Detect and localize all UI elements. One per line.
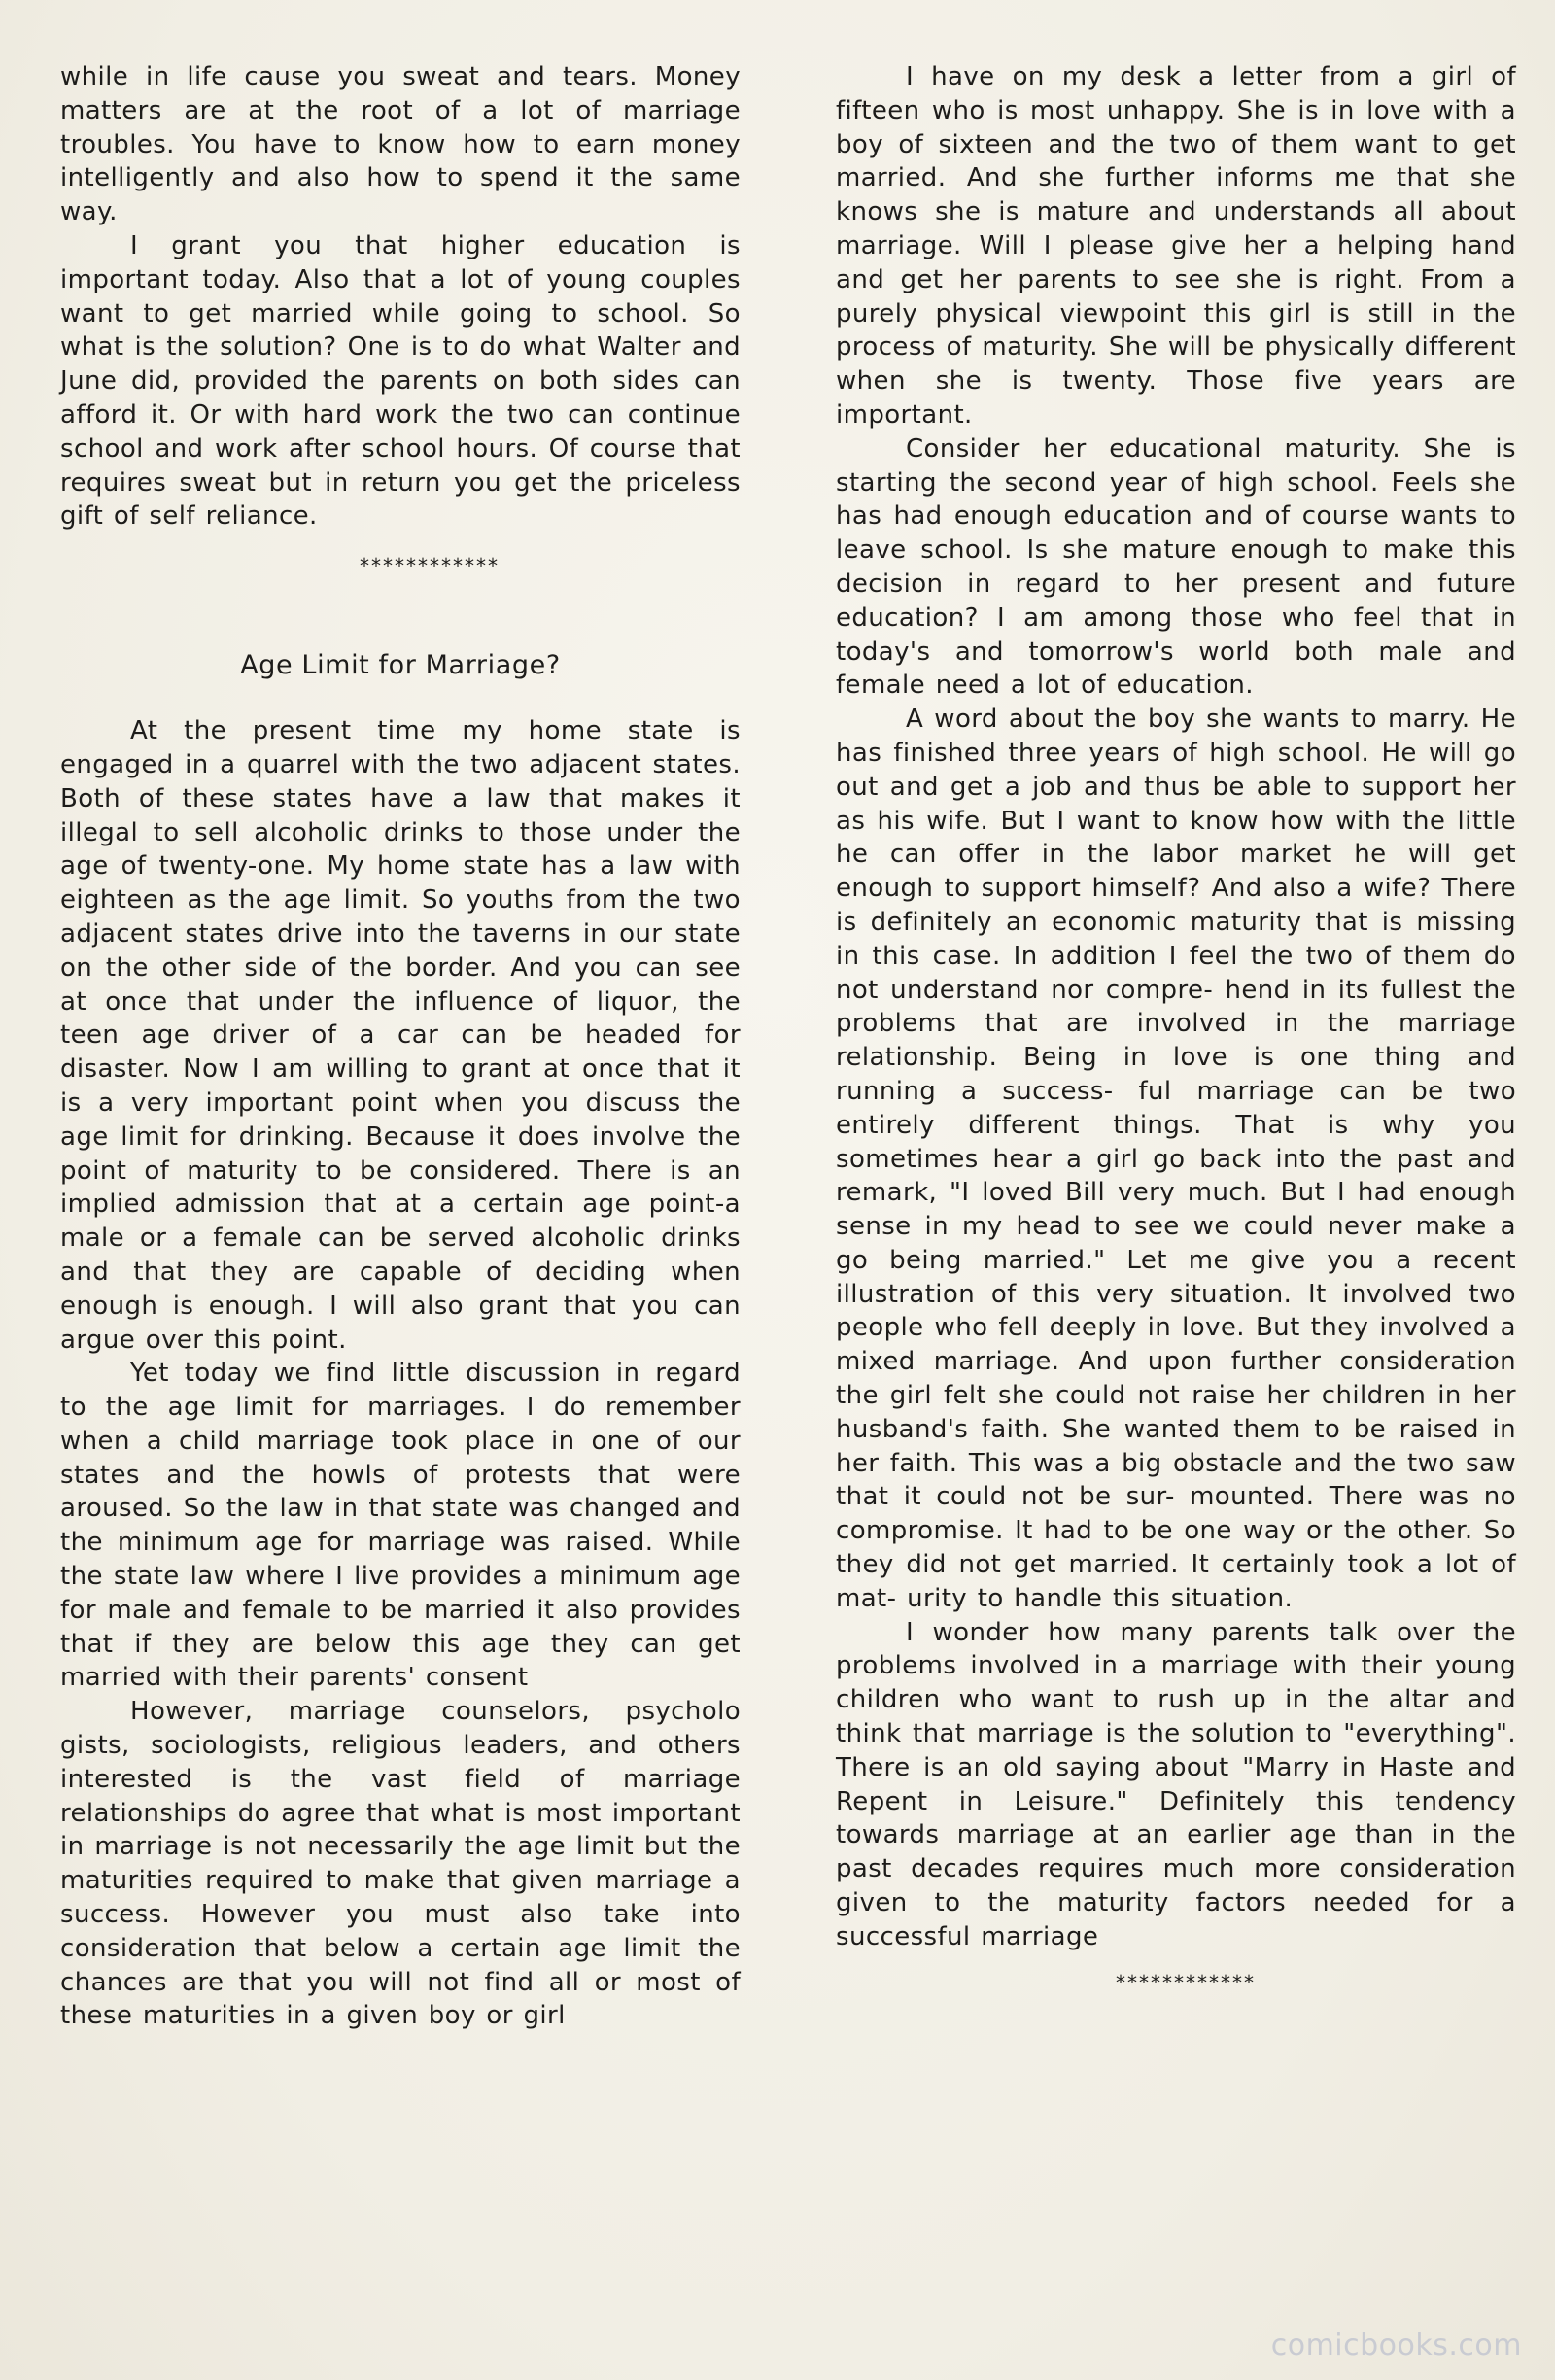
section-divider: ************ [360,554,500,578]
paragraph: However, marriage counselors, psycholo gists, sociologists, religious leaders, and others interested is the vast field of marriage relationships do agree that what is most important in marriage is not necessarily the age limit but the maturities required to make that given marriage a success. However you must also take into consideration that below a certain age limit the chances are that you will not find all or most of these maturities in a given boy or girl [60,1697,741,2031]
right-column [836,60,1516,1997]
paragraph: I wonder how many parents talk over the problems involved in a marriage with their young children who want to rush up in the altar and think that marriage is the solution to "everything". There is an old saying about "Marry in Haste and Repent in Leisure." Definitely this tendency towards marriage at an earlier age than in the past decades requires much more consideration given to the maturity factors needed for a successful marriage [836,1617,1516,1951]
paragraph: while in life cause you sweat and tears. Money matters are at the root of a lot of marriage troubles. You have to know how to earn money intelligently and also how to spend it the same way. [60,62,741,227]
paragraph: I grant you that higher education is important today. Also that a lot of young couples want to get married while going to school. So what is the solution? One is to do what Walter and June did, provided the parents on both sides can afford it. Or with hard work the two can continue school and work after school hours. Of course that requires sweat but in return you get the priceless gift of self reliance. [60,230,741,532]
paragraph: Consider her educational maturity. She is starting the second year of high school. Feels she has had enough education and of course wants to leave school. Is she mature enough to make this decision in regard to her present and future education? I am among those who feel that in today's and tomorrow's world both male and female need a lot of education. [836,433,1516,701]
paragraph: A word about the boy she wants to marry. He has finished three years of high school. He will go out and get a job and thus be able to support her as his wife. But I want to know how with the little he can offer in the labor market he will get enough to support himself? And also a wife? There is definitely an economic maturity that is missing in this case. In addition I feel the two of them do not understand nor compre- hend in its fullest the problems that are involved in the marriage relationship. Being in love is one thing and running a success- ful marriage can be two entirely different things. That is why you sometimes hear a girl go back into the past and remark, "I loved Bill very much. But I had enough sense in my head to see we could never make a go being married." Let me give you a recent illustration of this very situation. It involved two people who fell deeply in love. But they involved a mixed marriage. And upon further consideration the girl felt she could not raise her children in her husband's faith. She wanted them to be raised in her faith. This was a big obstacle and the two saw that it could not be sur- mounted. There was no compromise. It had to be one way or the other. So they did not get married. It certainly took a lot of mat- urity to handle this situation. [836,705,1516,1613]
paragraph: Yet today we find little discussion in regard to the age limit for marriages. I do remember when a child marriage took place in one of our states and the howls of protests that were aroused. So the law in that state was changed and the minimum age for marriage was raised. While the state law where I live provides a minimum age for male and female to be married it also provides that if they are below this age they can get married with their parents' consent [60,1359,741,1693]
watermark: comicbooks.com [1270,2328,1522,2363]
left-column [60,60,741,2033]
article-heading: Age Limit for Marriage? [240,650,561,681]
paragraph: I have on my desk a letter from a girl of fifteen who is most unhappy. She is in love with a boy of sixteen and the two of them want to get married. And she further informs me that she knows she is mature and understands all about marriage. Will I please give her a helping hand and get her parents to see she is right. From a purely physical viewpoint this girl is still in the process of maturity. She will be physically different when she is twenty. Those five years are important. [836,62,1516,430]
paragraph: At the present time my home state is engaged in a quarrel with the two adjacent states. Both of these states have a law that makes it illegal to sell alcoholic drinks to those under the age of twenty-one. My home state has a law with eighteen as the age limit. So youths from the two adjacent states drive into the taverns in our state on the other side of the border. And you can see at once that under the influence of liquor, the teen age driver of a car can be headed for disaster. Now I am willing to grant at once that it is a very important point when you discuss the age limit for drinking. Because it does involve the point of maturity to be considered. There is an implied admission that at a certain age point-a male or a female can be served alcoholic drinks and that they are capable of deciding when enough is enough. I will also grant that you can argue over this point. [60,716,741,1355]
end-divider: ************ [1116,1970,1256,1994]
